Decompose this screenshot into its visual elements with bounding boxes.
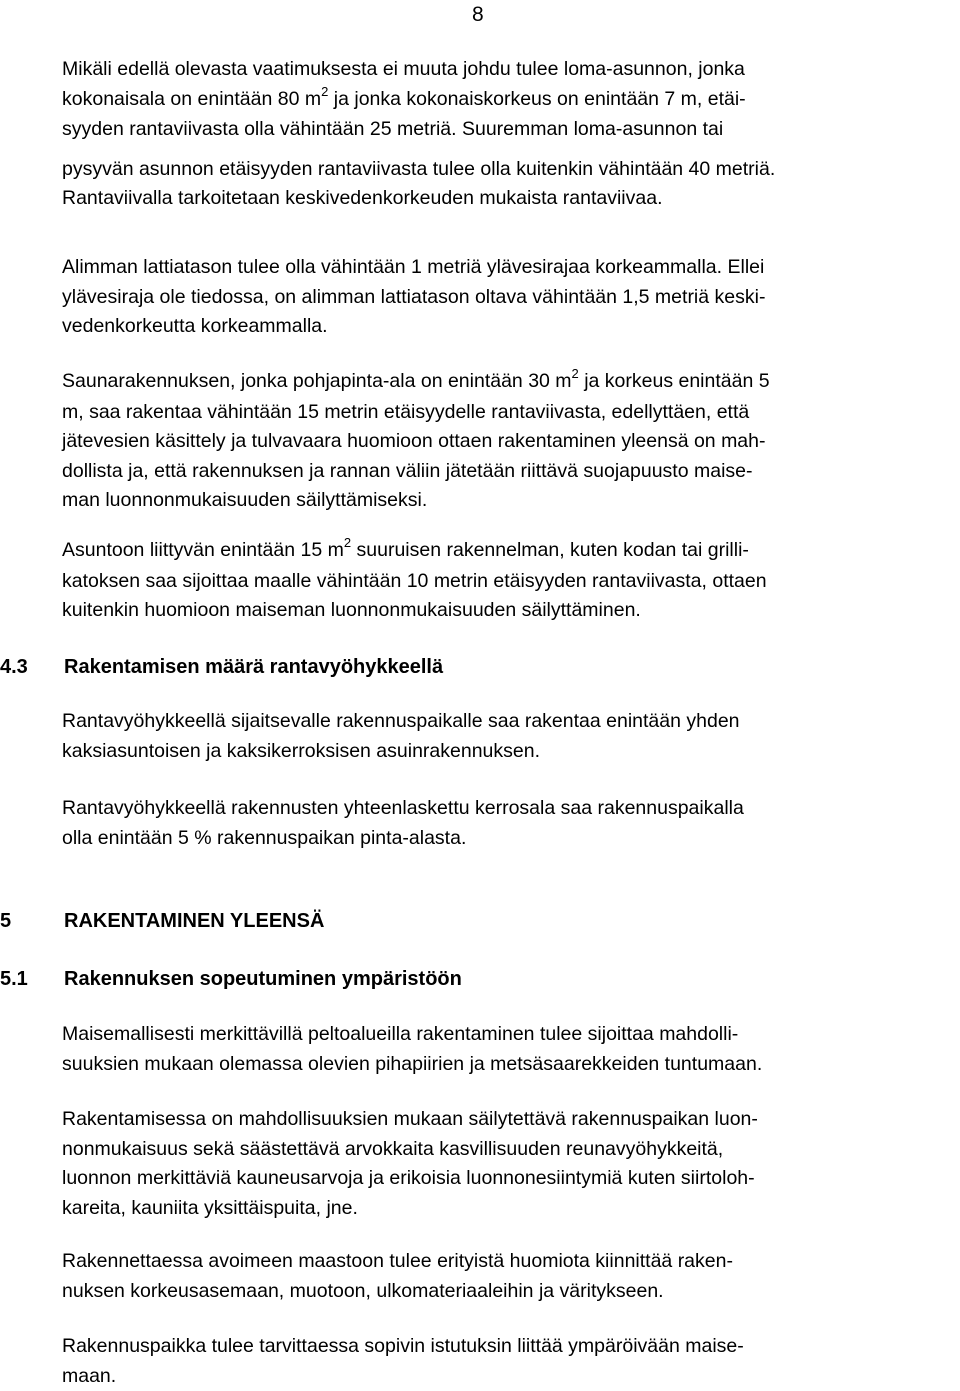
- text-line: Rakennettaessa avoimeen maastoon tulee erityistä huomiota kiinnittää raken-: [62, 1247, 954, 1277]
- section-title: Rakentamisen määrä rantavyöhykkeellä: [64, 654, 443, 680]
- superscript: 2: [321, 84, 328, 99]
- text-line: Alimman lattiatason tulee olla vähintään 1 metriä ylävesirajaa korkeammalla. Ellei: [62, 253, 954, 283]
- text-line: [62, 367, 954, 398]
- text-line: jätevesien käsittely ja tulvavaara huomioon ottaen rakentaminen yleensä on mah-: [62, 427, 954, 457]
- section-title: Rakennuksen sopeutuminen ympäristöön: [64, 966, 462, 992]
- text-line: nonmukaisuus sekä säästettävä arvokkaita kasvillisuuden reunavyöhykkeitä,: [62, 1135, 954, 1165]
- text-line: maan.: [62, 1362, 954, 1391]
- text-line: vedenkorkeutta korkeammalla.: [62, 312, 954, 342]
- text-line: Rantavyöhykkeellä rakennusten yhteenlaskettu kerrosala saa rakennuspaikalla: [62, 794, 954, 824]
- text-segment: ja korkeus enintään 5: [579, 370, 770, 392]
- section-title: RAKENTAMINEN YLEENSÄ: [64, 908, 324, 934]
- text-segment: ja jonka kokonaiskorkeus on enintään 7 m, etäi-: [328, 88, 745, 110]
- text-line: olla enintään 5 % rakennuspaikan pinta-alasta.: [62, 824, 954, 854]
- text-line: kuitenkin huomioon maiseman luonnonmukaisuuden säilyttäminen.: [62, 596, 954, 626]
- text-line: nuksen korkeusasemaan, muotoon, ulkomateriaaleihin ja väritykseen.: [62, 1277, 954, 1307]
- paragraph-floor-area: [62, 794, 954, 853]
- text-line: suuksien mukaan olemassa olevien pihapiirien ja metsäsaarekkeiden tuntumaan.: [62, 1050, 954, 1080]
- text-line: kareita, kauniita yksittäispuita, jne.: [62, 1194, 954, 1224]
- section-number: 4.3: [0, 654, 28, 680]
- page-number: 8: [472, 2, 484, 28]
- paragraph-planting: [62, 1332, 954, 1391]
- text-line: kaksiasuntoisen ja kaksikerroksisen asuinrakennuksen.: [62, 737, 954, 767]
- paragraph-nature: [62, 1105, 954, 1223]
- paragraph-shore-distance: [62, 55, 954, 214]
- text-line: Maisemallisesti merkittävillä peltoalueilla rakentaminen tulee sijoittaa mahdolli-: [62, 1020, 954, 1050]
- text-line: Mikäli edellä olevasta vaatimuksesta ei muuta johdu tulee loma-asunnon, jonka: [62, 55, 954, 85]
- text-line: Rakentamisessa on mahdollisuuksien mukaan säilytettävä rakennuspaikan luon-: [62, 1105, 954, 1135]
- paragraph-auxiliary-structure: [62, 536, 954, 626]
- text-line: syyden rantaviivasta olla vähintään 25 metriä. Suuremman loma-asunnon tai: [62, 115, 954, 145]
- text-line: ylävesiraja ole tiedossa, on alimman lattiatason oltava vähintään 1,5 metriä keski-: [62, 283, 954, 313]
- superscript: 2: [344, 535, 351, 550]
- superscript: 2: [572, 366, 579, 381]
- text-line: [62, 536, 954, 567]
- paragraph-open-terrain: [62, 1247, 954, 1306]
- text-line: [62, 85, 954, 116]
- paragraph-floor-level: [62, 253, 954, 342]
- text-segment: kokonaisala on enintään 80 m: [62, 88, 321, 110]
- text-line: Rantavyöhykkeellä sijaitsevalle rakennuspaikalle saa rakentaa enintään yhden: [62, 707, 954, 737]
- text-line: m, saa rakentaa vähintään 15 metrin etäisyydelle rantaviivasta, edellyttäen, että: [62, 398, 954, 428]
- text-line: luonnon merkittäviä kauneusarvoja ja erikoisia luonnonesiintymiä kuten siirtoloh-: [62, 1164, 954, 1194]
- text-segment: Saunarakennuksen, jonka pohjapinta-ala on enintään 30 m: [62, 370, 572, 392]
- text-line: dollista ja, että rakennuksen ja rannan väliin jätetään riittävä suojapuusto maise-: [62, 457, 954, 487]
- paragraph-fields: [62, 1020, 954, 1079]
- text-segment: suuruisen rakennelman, kuten kodan tai grilli-: [351, 539, 749, 561]
- section-number: 5: [0, 908, 11, 934]
- paragraph-building-count: [62, 707, 954, 766]
- text-segment: Asuntoon liittyvän enintään 15 m: [62, 539, 344, 561]
- text-line: man luonnonmukaisuuden säilyttämiseksi.: [62, 486, 954, 516]
- text-line: pysyvän asunnon etäisyyden rantaviivasta tulee olla kuitenkin vähintään 40 metriä.: [62, 155, 954, 185]
- text-line: Rakennuspaikka tulee tarvittaessa sopivin istutuksin liittää ympäröivään maise-: [62, 1332, 954, 1362]
- section-number: 5.1: [0, 966, 28, 992]
- text-line: katoksen saa sijoittaa maalle vähintään 10 metrin etäisyyden rantaviivasta, ottaen: [62, 567, 954, 597]
- text-line: Rantaviivalla tarkoitetaan keskivedenkorkeuden mukaista rantaviivaa.: [62, 184, 954, 214]
- paragraph-sauna: [62, 367, 954, 516]
